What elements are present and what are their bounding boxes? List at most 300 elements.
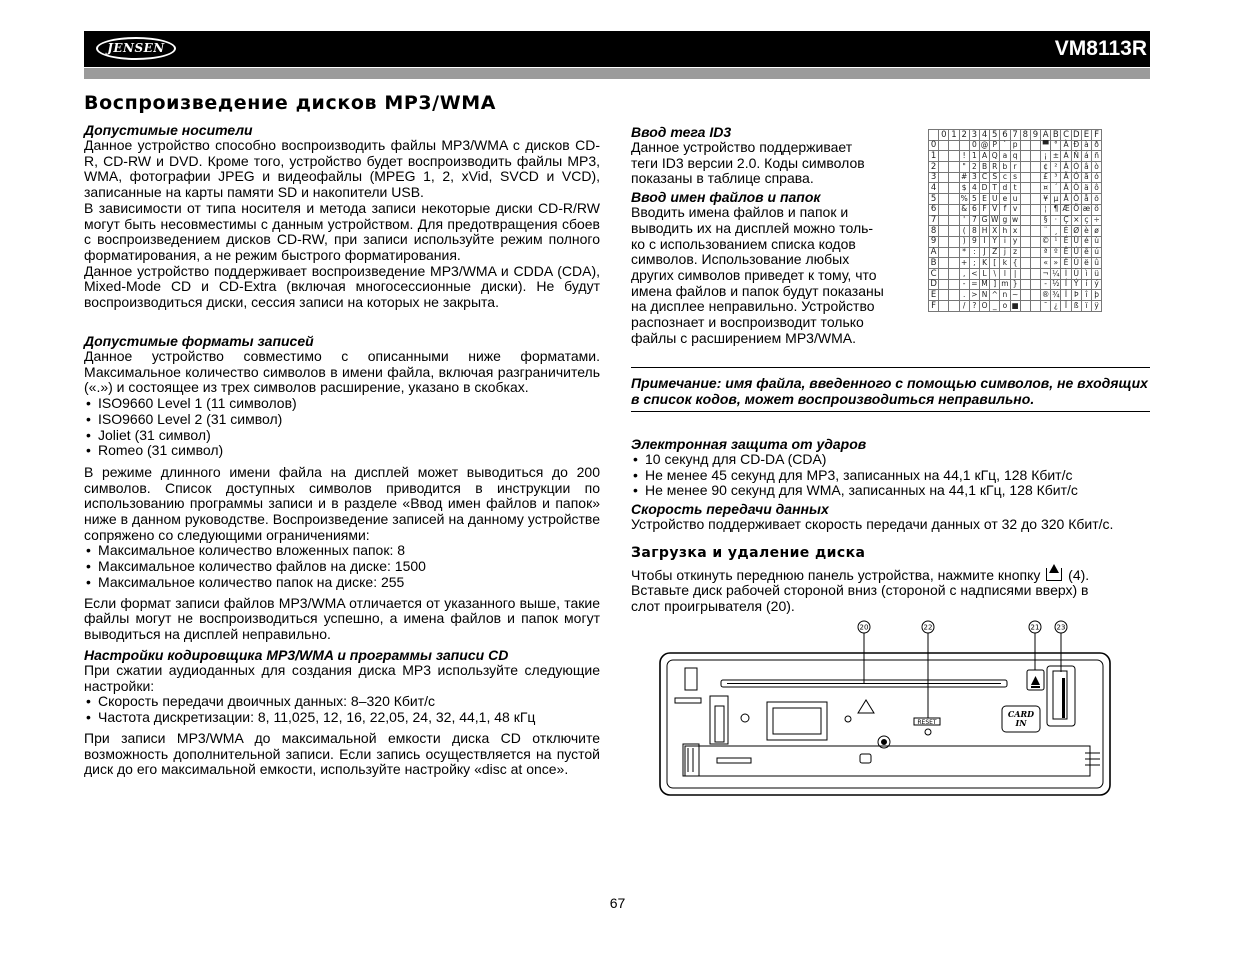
formats-p2: В режиме длинного имени файла на дисплей может выводиться до 200 символов. Список доступных символов приводится в инструкции по использованию программы записи и в разделе «Ввод имен файлов и папок» ниже в данном руководстве. Воспроизведение записей на данному устройстве сопряжено со следующими ограничениями: (84, 463, 600, 543)
char-table-row (929, 279, 1102, 290)
char-table-cell (949, 268, 959, 279)
char-table-cell: Ñ (1071, 151, 1081, 162)
char-table-cell: ÷ (1093, 215, 1100, 225)
char-table-cell: è (1081, 226, 1091, 237)
list-item: • Joliet (31 символ) (84, 428, 600, 444)
callout-20-label: 20 (859, 623, 869, 632)
char-table-cell: _ (990, 301, 1000, 312)
char-table-row-header: 6 (929, 204, 939, 215)
callout-23-label: 23 (1056, 623, 1066, 632)
list-item: • 10 секунд для CD-DA (CDA) (631, 452, 1171, 468)
list-item: • Частота дискретизации: 8, 11,025, 12, 16, 22,05, 24, 32, 44,1, 48 кГц (84, 710, 600, 726)
char-table-cell: s (1010, 172, 1020, 183)
char-table-cell: ¸ (1051, 226, 1061, 237)
char-table-cell: Y (990, 236, 1000, 247)
header-underline (84, 68, 1150, 79)
callout-21-label: 21 (1030, 623, 1040, 632)
char-table-cell: [ (990, 258, 1000, 269)
char-table-cell: n (1000, 290, 1010, 301)
char-table-cell (1030, 172, 1040, 183)
char-table-cell: Ã (1061, 172, 1071, 183)
char-table-cell: © (1041, 236, 1050, 246)
char-table-cell: + (961, 257, 968, 267)
char-table-cell: ð (1092, 140, 1102, 151)
char-table-cell: ú (1092, 247, 1102, 258)
char-table-cell: ■ (1011, 300, 1019, 310)
char-table-cell: ' (959, 215, 969, 226)
char-table-cell: ö (1092, 204, 1102, 215)
encoder-p2: При записи MP3/WMA до максимальной емкости диска CD отключите возможность дополнительной записи. Если запись осуществляется на пустой диск до его максимальной емкости, используйте настройку «disc at once». (84, 729, 600, 778)
encoder-p1: При сжатии аудиоданных для создания диска MP3 используйте следующие настройки: (84, 662, 600, 694)
names-line: на дисплее неправильно. Устройство (631, 298, 875, 315)
char-table-cell: X (990, 226, 1000, 237)
char-table-cell: Æ (1062, 204, 1070, 214)
char-table-cell: ä (1081, 183, 1091, 194)
char-table-cell (949, 258, 959, 269)
char-table-cell: J (979, 247, 989, 258)
char-table-cell: = (971, 279, 978, 289)
char-table-row (929, 258, 1102, 269)
char-table-cell: ` (1000, 140, 1010, 151)
char-table-cell: 1 (969, 151, 979, 162)
reset-label: RESET (917, 719, 937, 726)
eject-icon (1046, 568, 1062, 581)
character-code-table (928, 129, 1102, 312)
list-item: • Максимальное количество папок на диске: 255 (84, 575, 600, 591)
char-table-cell: ÿ (1092, 301, 1102, 312)
char-table-cell: ¥ (1041, 194, 1051, 205)
char-table-cell (949, 194, 959, 205)
char-table-cell: y (1010, 236, 1020, 247)
section-id3 (631, 124, 921, 346)
media-p2: В зависимости от типа носителя и метода записи некоторые диски CD-R/RW могут быть несовместимы с данным устройством. Для предотвращения сбоев с воспроизведением дисков CD-RW, при записи используйте режим полного форматирования, а не режим быстрого форматирования. (84, 199, 600, 263)
char-table-cell (939, 172, 949, 183)
load-text-b: (4). (1068, 566, 1090, 583)
char-table-cell: ± (1052, 150, 1059, 160)
jensen-logo: JENSEN (96, 37, 176, 60)
char-table-col-header: 7 (1010, 130, 1020, 141)
char-table-cell (959, 140, 969, 151)
list-item: • Romeo (31 символ) (84, 443, 600, 459)
char-table-row-header: B (929, 258, 939, 269)
char-table-row (929, 151, 1102, 162)
char-table-cell: É (1061, 236, 1071, 247)
char-table-cell: Ä (1061, 183, 1071, 194)
char-table-cell: S (990, 172, 1000, 183)
char-table-row (929, 140, 1102, 151)
char-table-cell: t (1010, 183, 1020, 194)
card-in-label: IN (1015, 718, 1027, 728)
char-table-cell: j (1000, 247, 1010, 258)
char-table-cell: û (1092, 258, 1102, 269)
char-table-cell: M (981, 279, 988, 289)
char-table-cell: / (959, 301, 969, 312)
char-table-cell: - (1041, 279, 1051, 290)
char-table-cell: ° (1051, 140, 1061, 151)
char-table-cell: ® (1041, 289, 1050, 299)
names-heading: Ввод имен файлов и папок (631, 189, 821, 206)
char-table-cell: 9 (969, 236, 979, 247)
char-table-cell: L (979, 268, 989, 279)
char-table-cell: Õ (1071, 194, 1081, 205)
char-table-cell: H (979, 226, 989, 237)
char-table-cell (1030, 194, 1040, 205)
media-p3: Данное устройство поддерживает воспроизведение MP3/WMA и CDDA (CDA), Mixed-Mode CD и CD-Extra (включая многосессионные диски). Не будут воспроизводиться диски, сессия записи на которых не закрыта. (84, 262, 600, 311)
char-table-cell: ¶ (1051, 204, 1061, 215)
char-table-cell: Ò (1071, 162, 1081, 173)
char-table-cell (1030, 236, 1040, 247)
char-table-cell (1020, 151, 1030, 162)
char-table-cell: À (1061, 140, 1071, 151)
char-table-cell (939, 151, 949, 162)
formats-list (84, 396, 600, 459)
char-table-cell: % (960, 193, 968, 203)
shock-list (631, 452, 1171, 499)
char-table-row-header: 5 (929, 194, 939, 205)
char-table-cell: f (1000, 204, 1010, 215)
char-table-cell (949, 204, 959, 215)
char-table-cell: W (991, 215, 999, 225)
char-table-cell: B (979, 162, 989, 173)
char-table-cell (949, 183, 959, 194)
char-table-cell: ½ (1052, 279, 1060, 289)
char-table-cell: þ (1092, 290, 1102, 301)
char-table-cell (939, 247, 949, 258)
char-table-cell: Q (990, 151, 1000, 162)
char-table-cell (1020, 301, 1030, 312)
char-table-cell: Ù (1071, 236, 1081, 247)
char-table-cell: C (979, 172, 989, 183)
char-table-col-header: 9 (1030, 130, 1040, 141)
char-table-cell: | (1010, 268, 1020, 279)
char-table-cell (949, 301, 959, 312)
char-table-cell: ¢ (1041, 162, 1051, 173)
device-front-illustration (655, 618, 1115, 798)
id3-heading: Ввод тега ID3 (631, 124, 732, 140)
char-table-cell: T (990, 183, 1000, 194)
char-table-cell: w (1010, 215, 1020, 226)
char-table-cell (939, 140, 949, 151)
char-table-cell: ¬ (1042, 268, 1049, 278)
char-table-cell: ) (959, 236, 969, 247)
char-table-cell: G (979, 215, 989, 226)
char-table-cell: Ï (1061, 301, 1071, 312)
char-table-cell (1030, 162, 1040, 173)
shock-heading: Электронная защита от ударов (631, 436, 867, 452)
char-table-cell (939, 215, 949, 226)
char-table-row-header: E (929, 290, 939, 301)
char-table-cell: 4 (969, 183, 979, 194)
char-table-col-header: 1 (949, 130, 959, 141)
char-table-cell: ó (1092, 172, 1102, 183)
char-table-cell (949, 162, 959, 173)
names-line: распознает и воспроизводит только (631, 314, 864, 331)
char-table-cell: Þ (1071, 290, 1081, 301)
char-table-col-header: F (1092, 130, 1102, 141)
char-table-col-header: C (1061, 130, 1071, 141)
char-table-cell: g (1000, 215, 1010, 226)
char-table-cell: ý (1092, 279, 1102, 290)
section-media (84, 122, 600, 311)
section-encoder (84, 647, 600, 778)
char-table-cell (949, 236, 959, 247)
char-table-cell (949, 151, 959, 162)
char-table-cell: $ (959, 183, 969, 194)
char-table-cell: 3 (969, 172, 979, 183)
char-table-row-header: 1 (929, 151, 939, 162)
char-table-cell: ¹ (1051, 236, 1061, 247)
char-table-cell: } (1010, 279, 1020, 290)
names-line: других символов приведет к тому, что (631, 266, 877, 283)
page-title: Воспроизведение дисков MP3/WMA (84, 92, 497, 114)
char-table-col-header: 0 (939, 130, 949, 141)
char-table-cell (1020, 194, 1030, 205)
char-table-cell: K (979, 258, 989, 269)
char-table-col-header (929, 130, 939, 141)
char-table-cell: ¨ (1041, 226, 1051, 237)
char-table-cell: ¯ (1041, 301, 1051, 312)
limits-list (84, 543, 600, 590)
char-table-cell: ¦ (1041, 204, 1051, 215)
char-table-cell: ? (969, 301, 979, 312)
char-table-row (929, 301, 1102, 312)
section-formats (84, 333, 600, 643)
char-table-cell: ì (1081, 268, 1091, 279)
char-table-cell: ; (969, 258, 979, 269)
model-number: VM8113R (1054, 37, 1147, 60)
char-table-cell: " (959, 162, 969, 173)
eject-button-icon (1031, 676, 1040, 685)
names-line: ко с использованием списка кодов (631, 235, 856, 252)
char-table-cell (1030, 290, 1040, 301)
char-table-cell: Ì (1061, 268, 1071, 279)
char-table-cell: ç (1081, 215, 1091, 226)
char-table-cell (1020, 268, 1030, 279)
encoder-heading: Настройки кодировщика MP3/WMA и программы записи CD (84, 647, 509, 663)
page-number: 67 (609, 895, 626, 911)
char-table-row (929, 204, 1102, 215)
char-table-cell: { (1010, 258, 1020, 269)
char-table-cell: * (959, 247, 969, 258)
char-table-cell: È (1061, 226, 1071, 237)
char-table-cell: p (1010, 140, 1020, 151)
char-table-cell: ø (1092, 226, 1102, 237)
char-table-cell: D (979, 183, 989, 194)
char-table-row-header: 3 (929, 172, 939, 183)
char-table-cell (1020, 204, 1030, 215)
char-table-row-header: D (930, 279, 937, 290)
char-table-cell: õ (1092, 194, 1102, 205)
char-table-cell: ´ (1051, 183, 1061, 194)
char-table-col-header: 3 (969, 130, 979, 141)
id3-line: теги ID3 версии 2.0. Коды символов (631, 154, 865, 171)
char-table-cell: » (1051, 258, 1061, 269)
char-table-cell (1020, 183, 1030, 194)
char-table-cell: Ö (1071, 204, 1081, 215)
media-heading: Допустимые носители (84, 122, 253, 138)
char-table-col-header: D (1072, 129, 1080, 140)
load-line3: слот проигрывателя (20). (631, 598, 795, 615)
char-table-row-header: C (929, 268, 939, 279)
char-table-col-header: 4 (979, 130, 989, 141)
section-shock (631, 436, 1171, 533)
char-table-cell: \ (990, 268, 1000, 279)
char-table-cell (1020, 215, 1030, 226)
char-table-cell: § (1041, 215, 1051, 226)
char-table-cell: v (1010, 204, 1020, 215)
char-table-cell: z (1010, 247, 1020, 258)
char-table-cell: Á (1061, 151, 1071, 162)
char-table-row (929, 172, 1102, 183)
char-table-col-header: E (1081, 130, 1091, 141)
char-table-cell: £ (1041, 172, 1051, 183)
names-line: Вводить имена файлов и папок и (631, 204, 849, 221)
media-p1: Данное устройство способно воспроизводить файлы MP3/WMA с дисков CD-R, CD-RW и DVD. Кроме того, устройство будет воспроизводить файлы MP3, WMA, фотографии JPEG и видеофайлы (MPEG 1, 2, xVid, SVCD и VCD), записанные на карты памяти SD и накопители USB. (84, 137, 600, 201)
char-table-cell (1020, 258, 1030, 269)
char-table-row-header: 2 (929, 162, 939, 173)
char-table-cell: ] (990, 279, 1000, 290)
names-line: файлы с расширением MP3/WMA. (631, 329, 856, 346)
char-table-cell (1020, 140, 1030, 151)
load-line2: Вставьте диск рабочей стороной вниз (стороной с надписями вверх) в (631, 582, 1089, 599)
char-table-cell: ! (959, 151, 969, 162)
char-table-cell (939, 290, 949, 301)
char-table-col-header: 8 (1020, 130, 1030, 141)
char-table-cell: ¿ (1051, 301, 1061, 312)
char-table-cell (1030, 151, 1040, 162)
char-table-cell: é (1081, 236, 1091, 247)
char-table-cell (1020, 290, 1030, 301)
char-table-cell: ^ (991, 289, 998, 299)
callout-22 (922, 621, 934, 718)
char-table-row-header: 9 (929, 236, 939, 247)
char-table-cell: P (990, 140, 1000, 151)
names-line: выводить их на дисплей можно толь- (631, 219, 874, 236)
char-table-cell: > (971, 289, 978, 299)
char-table-cell (1030, 204, 1040, 215)
char-table-cell (1030, 301, 1040, 312)
header-bar (84, 31, 1150, 67)
char-table-cell (1030, 279, 1040, 290)
card-label: CARD (1007, 709, 1035, 719)
list-item: • Максимальное количество вложенных папок: 8 (84, 543, 600, 559)
char-table-cell: î (1081, 290, 1091, 301)
char-table-cell: , (959, 268, 969, 279)
formats-p1: Данное устройство совместимо с описанными ниже форматами. Максимальное количество символов в имени файла, включая разграничитель («.») и состоящее из трех символов расширение, указано в скобках. (84, 348, 600, 396)
char-table-row-header: A (929, 247, 939, 258)
formats-p3: Если формат записи файлов MP3/WMA отличается от указанного выше, такие файлы могут не воспроизводиться успешно, а имена файлов и папок могут выводиться на дисплей неправильно. (84, 594, 600, 642)
char-table-row (929, 162, 1102, 173)
char-table-cell: N (979, 290, 989, 301)
char-table-cell: ³ (1051, 172, 1061, 183)
char-table-cell (939, 162, 949, 173)
char-table-cell: ª (1041, 247, 1051, 258)
char-table-cell: Ó (1071, 172, 1081, 183)
char-table-cell (949, 172, 959, 183)
char-table-row (929, 215, 1102, 226)
char-table-col-header: 5 (990, 130, 1000, 141)
char-table-cell (1030, 183, 1040, 194)
char-table-cell (949, 226, 959, 237)
char-table-cell: à (1081, 140, 1091, 151)
char-table-row (929, 247, 1102, 258)
char-table-cell: Z (990, 247, 1000, 258)
char-table-cell: U (990, 194, 1000, 205)
char-table-cell: & (959, 204, 969, 215)
char-table-cell: b (1000, 162, 1010, 173)
char-table-cell (1030, 215, 1040, 226)
char-table-cell: â (1081, 162, 1091, 173)
char-table-cell (1020, 279, 1030, 290)
char-table-cell: ¼ (1052, 268, 1060, 278)
encoder-list (84, 694, 600, 725)
load-line1 (631, 568, 1171, 584)
char-table-cell (949, 279, 959, 290)
char-table-cell: ▀ (1041, 140, 1051, 151)
char-table-cell: c (1000, 172, 1010, 183)
char-table-cell: Ú (1071, 247, 1081, 258)
char-table-cell (1030, 140, 1040, 151)
char-table-cell: V (990, 204, 1000, 215)
char-table-cell: ² (1051, 162, 1061, 173)
char-table-cell: h (1000, 226, 1010, 237)
char-table-cell (939, 183, 949, 194)
char-table-cell: r (1010, 162, 1020, 173)
char-table-cell: Í (1061, 279, 1071, 290)
char-table-cell: o (1000, 301, 1010, 312)
char-table-cell: A (979, 151, 989, 162)
char-table-cell: Ð (1071, 140, 1081, 151)
char-table-cell: Î (1061, 290, 1071, 301)
char-table-cell: « (1041, 258, 1051, 269)
char-table-cell: O (979, 301, 989, 312)
char-table-col-header: 2 (959, 130, 969, 141)
char-table-cell (1030, 226, 1040, 237)
char-table-cell: ã (1081, 172, 1091, 183)
char-table-cell (939, 258, 949, 269)
section-load (631, 546, 1171, 615)
char-table-cell: m (1001, 279, 1009, 289)
char-table-cell: ( (959, 226, 969, 237)
char-table-cell (949, 247, 959, 258)
char-table-cell (1020, 226, 1030, 237)
char-table-cell: 5 (969, 194, 979, 205)
note-text: Примечание: имя файла, введенного с помощью символов, не входящих в список кодов, может воспроизводиться неправильно. (631, 375, 1148, 407)
names-line: символов. Использование любых (631, 251, 850, 268)
rate-text: Устройство поддерживает скорость передачи данных от 32 до 320 Кбит/с. (631, 516, 1114, 533)
list-item: • Не менее 45 секунд для MP3, записанных на 44,1 кГц, 128 Кбит/с (631, 468, 1171, 484)
char-table-cell: ¤ (1041, 183, 1051, 194)
list-item: • Максимальное количество файлов на диске: 1500 (84, 559, 600, 575)
char-table-row (929, 268, 1102, 279)
char-table-cell: ¡ (1041, 151, 1051, 162)
names-line: имена файлов и папок будут показаны (631, 282, 884, 299)
char-table-cell: ü (1092, 268, 1102, 279)
char-table-cell: í (1081, 279, 1091, 290)
char-table-cell (949, 215, 959, 226)
char-table-cell: l (1000, 268, 1010, 279)
char-table-cell: i (1000, 236, 1010, 247)
char-table-cell (1030, 268, 1040, 279)
char-table-cell: ù (1092, 236, 1102, 247)
char-table-row (929, 194, 1102, 205)
id3-line: Данное устройство поддерживает (631, 139, 853, 155)
char-table-cell: Ê (1061, 247, 1071, 258)
char-table-row (929, 236, 1102, 247)
char-table-cell (1020, 236, 1030, 247)
char-table-cell: ¾ (1052, 289, 1060, 299)
char-table-cell: ò (1092, 162, 1102, 173)
